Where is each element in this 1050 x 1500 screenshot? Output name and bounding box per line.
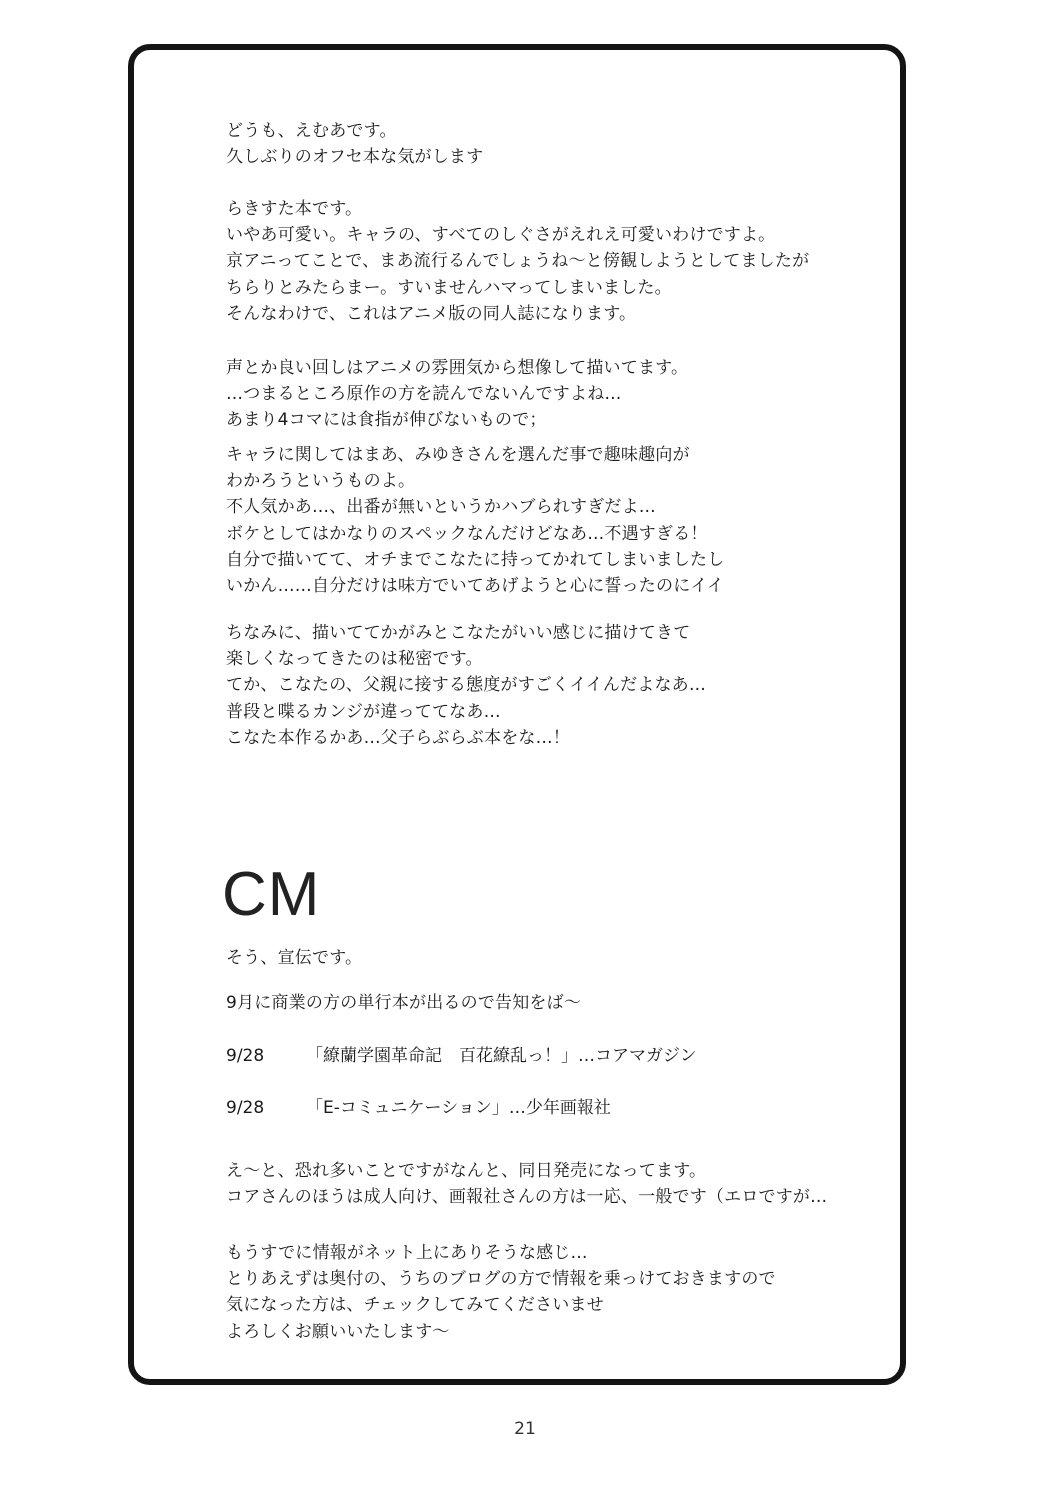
intro-paragraph bbox=[226, 118, 483, 170]
release-title: 「繚蘭学園革命記 百花繚乱っ！」…コアマガジン bbox=[306, 1046, 697, 1066]
text-line: どうも、えむあです。 bbox=[226, 121, 397, 141]
text-line: ちらりとみたらまー。すいませんハマってしまいました。 bbox=[226, 277, 672, 298]
same-day-paragraph bbox=[226, 1158, 827, 1210]
text-line: 普段と喋るカンジが違っててなあ… bbox=[226, 701, 501, 722]
cm-notice bbox=[226, 990, 581, 1016]
release-title: 「E-コミュニケーション」…少年画報社 bbox=[306, 1098, 611, 1118]
text-line: てか、こなたの、父親に接する態度がすごくイイんだよなあ… bbox=[226, 675, 707, 696]
cm-heading: CM bbox=[222, 860, 321, 929]
release-date: 9/28 bbox=[226, 1098, 265, 1118]
release-item bbox=[226, 1095, 611, 1121]
voices-paragraph bbox=[226, 355, 688, 434]
text-line: 自分で描いてて、オチまでこなたに持ってかれてしまいましたし bbox=[226, 549, 725, 570]
text-line: コアさんのほうは成人向け、画報社さんの方は一応、一般です（エロですが… bbox=[226, 1187, 828, 1208]
closing-paragraph bbox=[226, 1240, 776, 1345]
text-line: そんなわけで、これはアニメ版の同人誌になります。 bbox=[226, 303, 637, 324]
text-line: 声とか良い回しはアニメの雰囲気から想像して描いてます。 bbox=[226, 358, 689, 378]
text-line: いやあ可愛い。キャラの、すべてのしぐさがえれえ可愛いわけですよ。 bbox=[226, 225, 776, 246]
text-line: 9月に商業の方の単行本が出るので告知をば～ bbox=[226, 993, 582, 1013]
text-line: 楽しくなってきたのは秘密です。 bbox=[226, 649, 483, 670]
text-line: よろしくお願いいたします～ bbox=[226, 1321, 450, 1342]
text-line: わかろうというものよ。 bbox=[226, 471, 416, 492]
text-line: いかん……自分だけは味方でいてあげようと心に誓ったのにイイ bbox=[226, 576, 724, 597]
cm-lead bbox=[226, 945, 362, 971]
text-line: こなた本作るかあ…父子らぶらぶ本をな…！ bbox=[226, 727, 570, 748]
text-line: 不人気かあ…、出番が無いというかハブられすぎだよ… bbox=[226, 497, 656, 518]
text-line: 久しぶりのオフセ本な気がします bbox=[226, 147, 484, 168]
text-line: …つまるところ原作の方を読んでないんですよね… bbox=[226, 384, 622, 405]
text-line: ちなみに、描いててかがみとこなたがいい感じに描けてきて bbox=[226, 623, 691, 643]
text-line: 気になった方は、チェックしてみてくださいませ bbox=[226, 1295, 604, 1316]
page-number: 21 bbox=[514, 1419, 536, 1439]
text-line: あまり4コマには食指が伸びないもので； bbox=[226, 410, 547, 431]
text-line: そう、宣伝です。 bbox=[226, 948, 363, 968]
secret-paragraph bbox=[226, 620, 706, 751]
text-line: ボケとしてはかなりのスペックなんだけどなあ…不遇すぎる！ bbox=[226, 523, 708, 544]
text-line: もうすでに情報がネット上にありそうな感じ… bbox=[226, 1243, 588, 1263]
release-date: 9/28 bbox=[226, 1046, 265, 1066]
text-line: らきすた本です。 bbox=[226, 199, 363, 219]
about-paragraph bbox=[226, 196, 809, 327]
text-line: とりあえずは奥付の、うちのブログの方で情報を乗っけておきますので bbox=[226, 1269, 776, 1290]
text-line: 京アニってことで、まあ流行るんでしょうね～と傍観しようとしてましたが bbox=[226, 251, 810, 272]
characters-paragraph bbox=[226, 442, 724, 599]
text-line: え～と、恐れ多いことですがなんと、同日発売になってます。 bbox=[226, 1161, 707, 1181]
text-line: キャラに関してはまあ、みゆきさんを選んだ事で趣味趣向が bbox=[226, 445, 690, 465]
release-item bbox=[226, 1043, 697, 1069]
